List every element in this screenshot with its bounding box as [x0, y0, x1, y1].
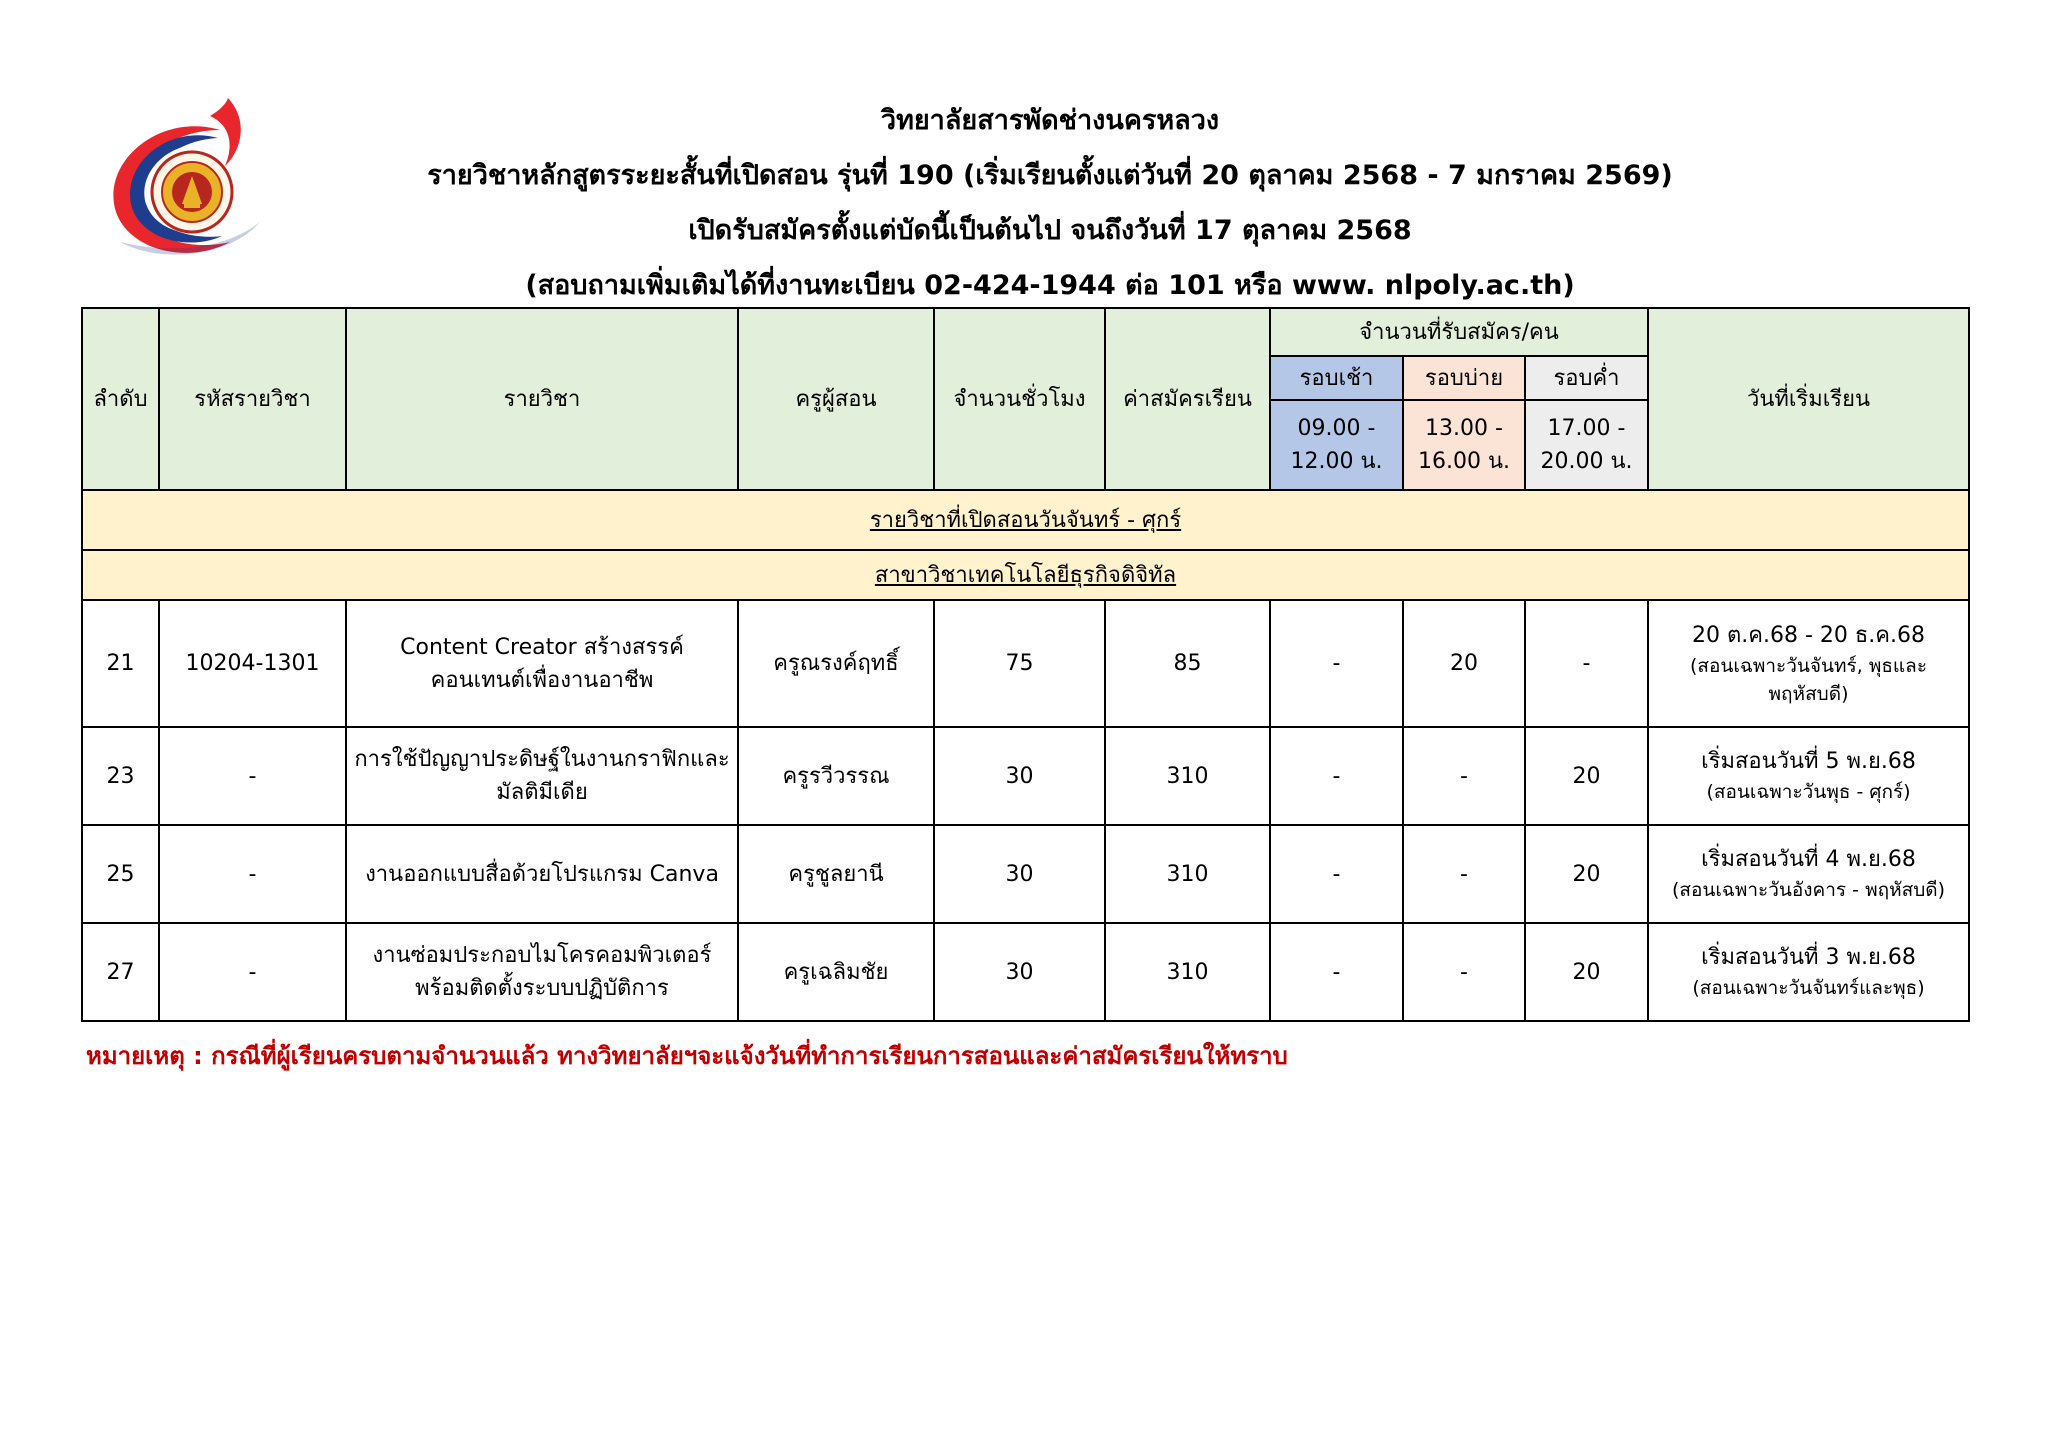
row-morning: -	[1270, 923, 1403, 1021]
row-afternoon: 20	[1403, 600, 1525, 727]
row-subject	[346, 600, 738, 727]
footnote: หมายเหตุ : กรณีที่ผู้เรียนครบตามจำนวนแล้ว ทางวิทยาลัยฯจะแจ้งวันที่ทำการเรียนการสอนและค่าสมัครเรียนให้ทราบ	[86, 1042, 1288, 1070]
row-evening: 20	[1525, 825, 1648, 923]
row-start-line-2: (สอนเฉพาะวันพุธ - ศุกร์)	[1706, 781, 1911, 804]
row-fee: 310	[1105, 825, 1270, 923]
row-no: 23	[82, 727, 159, 825]
row-start-line-1: 20 ต.ค.68 - 20 ธ.ค.68	[1692, 622, 1926, 648]
college-logo	[100, 92, 280, 264]
row-evening: 20	[1525, 727, 1648, 825]
row-hours: 30	[934, 727, 1105, 825]
department-title: สาขาวิชาเทคโนโลยีธุรกิจดิจิทัล	[82, 550, 1969, 600]
row-teacher: ครูณรงค์ฤทธิ์	[738, 600, 934, 727]
header-capacity: จำนวนที่รับสมัคร/คน	[1270, 308, 1648, 356]
row-subject-line-2: พร้อมติดตั้งระบบปฏิบัติการ	[415, 976, 669, 1001]
row-start-line-3: พฤหัสบดี)	[1768, 683, 1849, 705]
row-start-line-1: เริ่มสอนวันที่ 3 พ.ย.68	[1701, 945, 1916, 971]
header-fee: ค่าสมัครเรียน	[1105, 308, 1270, 490]
evening-time-start: 17.00 -	[1547, 416, 1626, 441]
table-row	[82, 600, 1969, 727]
section-title: รายวิชาที่เปิดสอนวันจันทร์ - ศุกร์	[82, 490, 1969, 550]
row-start	[1648, 923, 1969, 1021]
row-code: -	[159, 825, 346, 923]
row-morning: -	[1270, 600, 1403, 727]
afternoon-time	[1403, 400, 1525, 490]
afternoon-time-end: 16.00 น.	[1417, 449, 1510, 474]
row-hours: 30	[934, 923, 1105, 1021]
row-start-line-2: (สอนเฉพาะวันจันทร์และพุธ)	[1692, 977, 1925, 1000]
header-start: วันที่เริ่มเรียน	[1648, 308, 1969, 490]
afternoon-time-start: 13.00 -	[1425, 416, 1503, 441]
evening-time	[1525, 400, 1648, 490]
row-subject	[346, 923, 738, 1021]
row-no: 21	[82, 600, 159, 727]
row-subject-line-2: มัลติมีเดีย	[496, 780, 588, 805]
row-hours: 75	[934, 600, 1105, 727]
row-code: -	[159, 923, 346, 1021]
header-no: ลำดับ	[82, 308, 159, 490]
row-afternoon: -	[1403, 825, 1525, 923]
morning-time-start: 09.00 -	[1297, 416, 1376, 441]
row-morning: -	[1270, 825, 1403, 923]
row-no: 25	[82, 825, 159, 923]
enroll-line: เปิดรับสมัครตั้งแต่บัดนี้เป็นต้นไป จนถึงวันที่ 17 ตุลาคม 2568	[688, 215, 1412, 246]
row-teacher: ครูเฉลิมชัย	[738, 923, 934, 1021]
row-fee: 85	[1105, 600, 1270, 727]
courses-line: รายวิชาหลักสูตรระยะสั้นที่เปิดสอน รุ่นที่ 190 (เริ่มเรียนตั้งแต่วันที่ 20 ตุลาคม 2568 - 7 มกราคม 2569)	[427, 160, 1673, 191]
row-start-line-2: (สอนเฉพาะวันอังคาร - พฤหัสบดี)	[1671, 879, 1946, 902]
row-teacher: ครูรวีวรรณ	[738, 727, 934, 825]
row-subject-line-1: Content Creator สร้างสรรค์	[400, 634, 684, 660]
row-code: 10204-1301	[159, 600, 346, 727]
header-teacher: ครูผู้สอน	[738, 308, 934, 490]
row-subject	[346, 727, 738, 825]
row-afternoon: -	[1403, 727, 1525, 825]
row-start	[1648, 727, 1969, 825]
row-hours: 30	[934, 825, 1105, 923]
table-row	[82, 825, 1969, 923]
row-code: -	[159, 727, 346, 825]
row-subject: งานออกแบบสื่อด้วยโปรแกรม Canva	[346, 825, 738, 923]
row-start-line-2: (สอนเฉพาะวันจันทร์, พุธและ	[1689, 654, 1928, 677]
row-evening: -	[1525, 600, 1648, 727]
course-table	[81, 307, 1970, 1022]
row-fee: 310	[1105, 923, 1270, 1021]
row-afternoon: -	[1403, 923, 1525, 1021]
evening-time-end: 20.00 น.	[1540, 449, 1633, 474]
row-start	[1648, 825, 1969, 923]
row-subject-line-1: การใช้ปัญญาประดิษฐ์ในงานกราฟิกและ	[354, 747, 730, 772]
header-evening: รอบค่ำ	[1525, 356, 1648, 400]
college-seal-icon	[100, 92, 280, 264]
contact-line: (สอบถามเพิ่มเติมได้ที่งานทะเบียน 02-424-1944 ต่อ 101 หรือ www. nlpoly.ac.th)	[525, 270, 1575, 301]
morning-time	[1270, 400, 1403, 490]
row-subject-line-2: คอนเทนต์เพื่องานอาชีพ	[430, 667, 654, 693]
header-subject: รายวิชา	[346, 308, 738, 490]
row-subject-line-1: งานซ่อมประกอบไมโครคอมพิวเตอร์	[372, 943, 712, 968]
row-fee: 310	[1105, 727, 1270, 825]
row-start-line-1: เริ่มสอนวันที่ 5 พ.ย.68	[1701, 749, 1916, 775]
table-row	[82, 923, 1969, 1021]
header-morning: รอบเช้า	[1270, 356, 1403, 400]
row-teacher: ครูชูลยานี	[738, 825, 934, 923]
row-no: 27	[82, 923, 159, 1021]
header-code: รหัสรายวิชา	[159, 308, 346, 490]
row-evening: 20	[1525, 923, 1648, 1021]
row-morning: -	[1270, 727, 1403, 825]
college-name: วิทยาลัยสารพัดช่างนครหลวง	[880, 105, 1220, 136]
table-row	[82, 727, 1969, 825]
header-afternoon: รอบบ่าย	[1403, 356, 1525, 400]
morning-time-end: 12.00 น.	[1290, 449, 1383, 474]
row-start-line-1: เริ่มสอนวันที่ 4 พ.ย.68	[1701, 847, 1916, 873]
header-hours: จำนวนชั่วโมง	[934, 308, 1105, 490]
row-start	[1648, 600, 1969, 727]
document-header	[300, 93, 1800, 313]
